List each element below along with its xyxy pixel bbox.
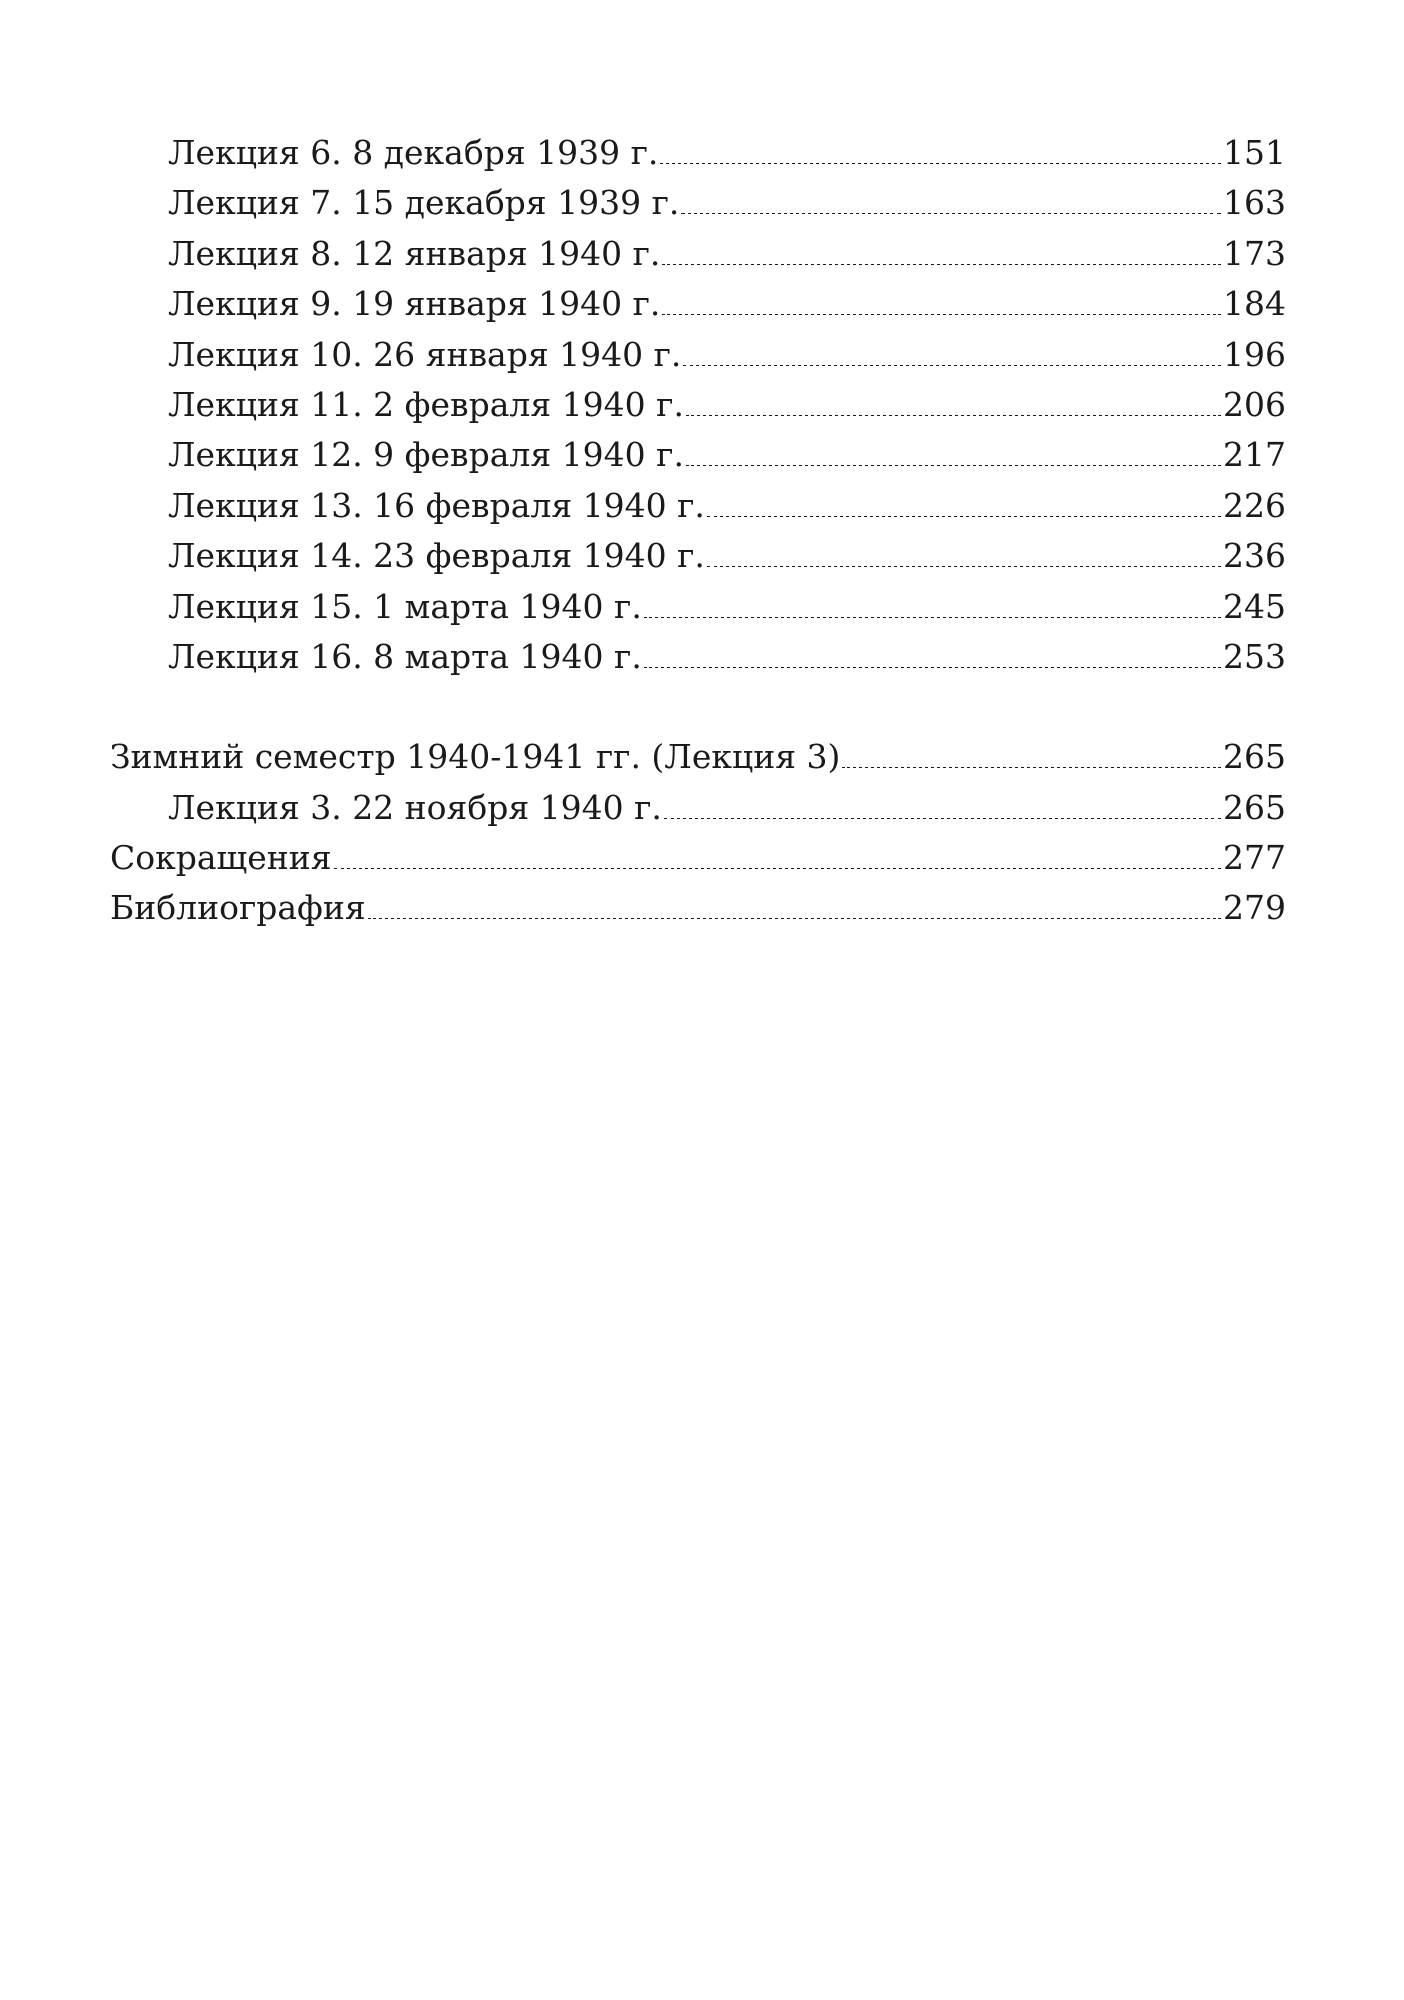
toc-page-number: 184 bbox=[1223, 284, 1286, 324]
toc-entry-lecture-10[interactable] bbox=[110, 330, 1286, 380]
toc-page-number: 265 bbox=[1223, 787, 1286, 827]
toc-page-number: 279 bbox=[1223, 888, 1286, 928]
toc-dot-leader bbox=[334, 868, 1221, 869]
toc-page-number: 265 bbox=[1223, 737, 1286, 777]
toc-entry-lecture-6[interactable] bbox=[110, 128, 1286, 178]
toc-dot-leader bbox=[707, 516, 1221, 517]
toc-dot-leader bbox=[686, 465, 1221, 466]
toc-entry-title: Лекция 12. 9 февраля 1940 г. bbox=[168, 435, 684, 475]
toc-entry-lecture-15[interactable] bbox=[110, 582, 1286, 632]
toc-page-number: 151 bbox=[1223, 133, 1286, 172]
toc-entry-title: Лекция 8. 12 января 1940 г. bbox=[168, 233, 661, 273]
toc-dot-leader bbox=[707, 566, 1221, 567]
toc-entry-title: Лекция 9. 19 января 1940 г. bbox=[168, 284, 661, 324]
toc-dot-leader bbox=[662, 264, 1221, 265]
toc-dot-leader bbox=[683, 365, 1221, 366]
toc-entry-lecture-3[interactable] bbox=[110, 783, 1286, 833]
toc-entry-title: Лекция 13. 16 февраля 1940 г. bbox=[168, 485, 705, 525]
toc-dot-leader bbox=[644, 667, 1221, 668]
toc-entry-title: Лекция 10. 26 января 1940 г. bbox=[168, 334, 682, 374]
toc-entry-title: Зимний семестр 1940-1941 гг. (Лекция 3) bbox=[110, 737, 841, 777]
toc-entry-lecture-16[interactable] bbox=[110, 632, 1286, 682]
toc-page-number: 163 bbox=[1223, 183, 1286, 223]
toc-entry-title: Библиография bbox=[110, 888, 366, 928]
toc-entry-winter-semester[interactable] bbox=[110, 732, 1286, 782]
toc-entry-title: Лекция 16. 8 марта 1940 г. bbox=[168, 636, 642, 676]
toc-entry-title: Лекция 3. 22 ноября 1940 г. bbox=[168, 787, 662, 827]
toc-page-number: 226 bbox=[1223, 485, 1286, 525]
toc-page-number: 277 bbox=[1223, 838, 1286, 878]
toc-entry-abbreviations[interactable] bbox=[110, 833, 1286, 883]
toc-page-number: 253 bbox=[1223, 636, 1286, 676]
toc-entry-lecture-7[interactable] bbox=[110, 178, 1286, 228]
toc-entry-title: Сокращения bbox=[110, 838, 332, 878]
toc-entry-lecture-8[interactable] bbox=[110, 229, 1286, 279]
toc-entry-lecture-13[interactable] bbox=[110, 481, 1286, 531]
toc-entry-title: Лекция 11. 2 февраля 1940 г. bbox=[168, 384, 684, 424]
toc-entry-lecture-14[interactable] bbox=[110, 531, 1286, 581]
toc-entry-lecture-9[interactable] bbox=[110, 279, 1286, 329]
toc-entry-title: Лекция 6. 8 декабря 1939 г. bbox=[168, 133, 659, 172]
toc-entry-title: Лекция 14. 23 февраля 1940 г. bbox=[168, 536, 705, 576]
toc-dot-leader bbox=[664, 818, 1221, 819]
toc-dot-leader bbox=[686, 415, 1221, 416]
toc-dot-leader bbox=[662, 314, 1221, 315]
toc-back-matter-group bbox=[110, 732, 1286, 934]
toc-entry-lecture-11[interactable] bbox=[110, 380, 1286, 430]
toc-dot-leader bbox=[842, 767, 1221, 768]
toc-lectures-group bbox=[110, 128, 1286, 682]
toc-page-number: 196 bbox=[1223, 334, 1286, 374]
toc-entry-bibliography[interactable] bbox=[110, 883, 1286, 933]
table-of-contents bbox=[110, 128, 1286, 934]
toc-entry-lecture-12[interactable] bbox=[110, 430, 1286, 480]
toc-page-number: 217 bbox=[1223, 435, 1286, 475]
toc-entry-title: Лекция 7. 15 декабря 1939 г. bbox=[168, 183, 680, 223]
toc-dot-leader bbox=[681, 213, 1221, 214]
toc-page-number: 206 bbox=[1223, 384, 1286, 424]
toc-entry-title: Лекция 15. 1 марта 1940 г. bbox=[168, 586, 642, 626]
toc-page-number: 173 bbox=[1223, 233, 1286, 273]
toc-page-number: 236 bbox=[1223, 536, 1286, 576]
toc-dot-leader bbox=[368, 918, 1221, 919]
toc-dot-leader bbox=[660, 163, 1221, 164]
toc-page-number: 245 bbox=[1223, 586, 1286, 626]
toc-dot-leader bbox=[644, 617, 1221, 618]
